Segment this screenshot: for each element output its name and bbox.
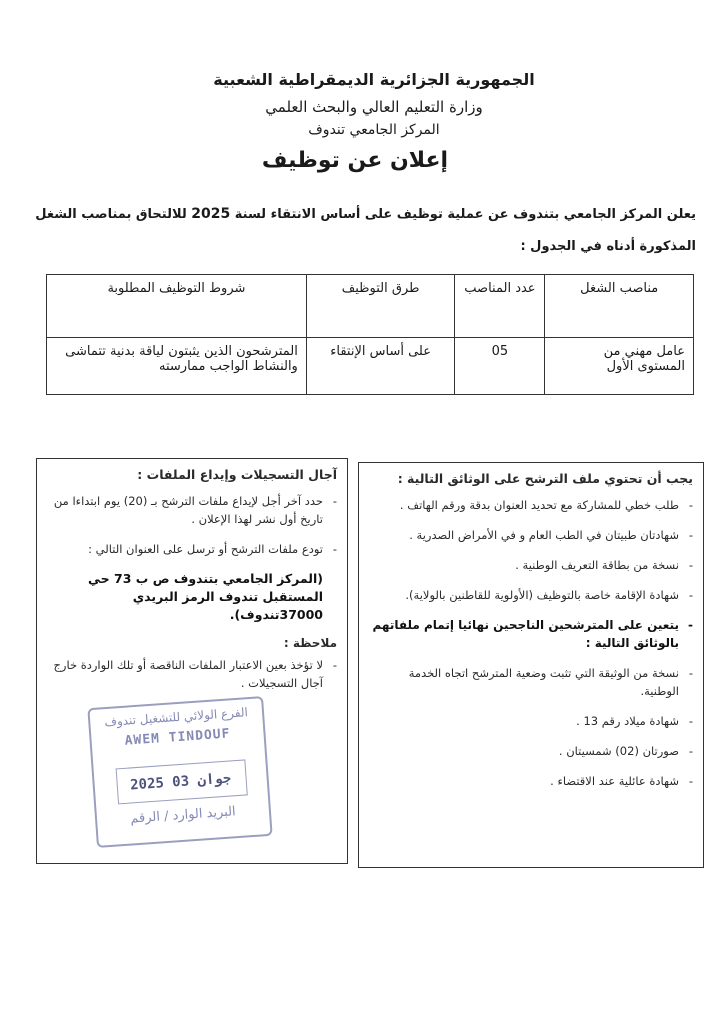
list-item: - طلب خطي للمشاركة مع تحديد العنوان بدقة ورقم الهاتف . (369, 496, 693, 514)
table-header-row (47, 275, 694, 338)
documents-heading: يجب أن تحتوي ملف الترشح على الوثائق التالية : (397, 471, 693, 486)
cell-count: 05 (455, 338, 545, 395)
cell-conditions: المترشحون الذين يثبتون لياقة بدنية تتماشى والنشاط الواجب ممارسته (47, 338, 307, 395)
header-position: مناصب الشغل (545, 275, 694, 338)
jobs-table (46, 274, 694, 395)
intro-year: 2025 (191, 206, 231, 222)
republic-header: الجمهورية الجزائرية الديمقراطية الشعبية (213, 70, 535, 89)
stamp-date: 2025 جوان 03 (129, 770, 232, 794)
ministry-header: وزارة التعليم العالي والبحث العلمي (265, 98, 483, 116)
list-item: - شهادة عائلية عند الاقتضاء . (369, 772, 693, 790)
note-label: ملاحظة : (283, 636, 337, 650)
deadline-heading: آجال التسجيلات وإيداع الملفات : (137, 467, 337, 482)
stamp-agency: الفرع الولائي للتشغيل تندوف (104, 705, 249, 730)
received-stamp (87, 696, 272, 848)
header-count: عدد المناصب (455, 275, 545, 338)
list-item: - نسخة من بطاقة التعريف الوطنية . (369, 556, 693, 574)
documents-box (358, 462, 704, 868)
cell-method: على أساس الإنتقاء (306, 338, 455, 395)
header-method: طرق التوظيف (306, 275, 455, 338)
header-conditions: شروط التوظيف المطلوبة (47, 275, 307, 338)
list-item: - شهادة الإقامة خاصة بالتوظيف (الأولوية للقاطنين بالولاية). (369, 586, 693, 604)
list-item: - نسخة من الوثيقة التي تثبت وضعية المترشح اتجاه الخدمة الوطنية. (369, 664, 693, 700)
list-item: - حدد آخر أجل لإيداع ملفات الترشح بـ (20) يوم ابتداءا من تاريخ أول نشر لهذا الإعلان . (47, 492, 337, 528)
cell-position: عامل مهني من المستوى الأول (545, 338, 694, 395)
table-row (47, 338, 694, 395)
page-title: إعلان عن توظيف (261, 148, 449, 173)
stamp-code: AWEM TINDOUF (124, 726, 231, 749)
note-list (37, 656, 347, 692)
submission-address: (المركز الجامعي بتندوف ص ب 73 حي المستقبل تندوف الرمز البريدي 37000تندوف). (88, 571, 323, 622)
list-item: - صورتان (02) شمسيتان . (369, 742, 693, 760)
list-item: - تودع ملفات الترشح أو ترسل على العنوان التالي : (47, 540, 337, 558)
list-item: - شهادتان طبيتان في الطب العام و في الأمراض الصدرية . (369, 526, 693, 544)
intro-text-end: للالتحاق بمناصب الشغل المذكورة أدناه في الجدول : (35, 207, 696, 254)
documents-list (359, 496, 703, 790)
stamp-mail-label: البريد الوارد / الرقم (129, 804, 237, 827)
final-candidates-note: - يتعين على المترشحين الناجحين نهائيا إتمام ملفاتهم بالوثائق التالية : (369, 616, 693, 652)
intro-text-start: يعلن المركز الجامعي بتندوف عن عملية توظيف على أساس الانتقاء لسنة (234, 207, 696, 222)
intro-paragraph (26, 198, 696, 263)
deadline-list (37, 492, 347, 624)
list-item: - شهادة ميلاد رقم 13 . (369, 712, 693, 730)
list-item: - لا تؤخذ بعين الاعتبار الملفات الناقصة أو تلك الواردة خارج آجال التسجيلات . (47, 656, 337, 692)
center-header: المركز الجامعي تندوف (308, 122, 440, 138)
